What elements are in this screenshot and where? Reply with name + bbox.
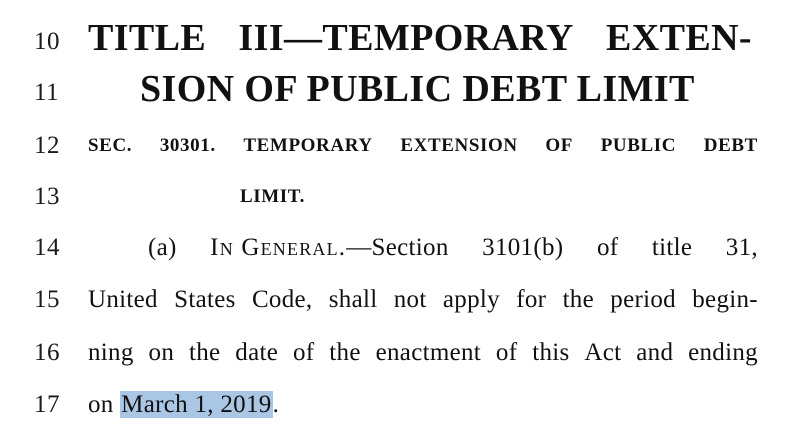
line-number: 12 [34, 132, 60, 159]
period: . [272, 391, 280, 418]
title-word: TITLE [88, 17, 207, 59]
body-word: shall [328, 286, 378, 313]
body-word: on [88, 391, 114, 418]
body-word: enactment [375, 339, 482, 366]
paragraph-a-line-2 [88, 286, 758, 314]
section-word: 30301. [159, 135, 216, 156]
body-word: not [393, 286, 427, 313]
body-word: and [636, 339, 674, 366]
section-word: EXTENSION [400, 135, 518, 156]
highlighted-date[interactable]: March 1, 2019 [121, 391, 272, 418]
paragraph-a-line-1 [148, 234, 758, 262]
body-word: for [516, 286, 547, 313]
body-word: of [495, 339, 518, 366]
body-word: 31, [725, 234, 758, 261]
paragraph-lead: (a) [148, 234, 177, 261]
paragraph-a-line-3 [88, 339, 758, 367]
line-number: 11 [34, 79, 60, 106]
section-heading-line-1 [88, 135, 758, 157]
title-word: III—TEMPORARY [238, 17, 574, 59]
line-number: 17 [34, 391, 60, 418]
body-word: States [174, 286, 236, 313]
body-word: ending [688, 339, 758, 366]
section-word: PUBLIC [600, 135, 677, 156]
body-word: —Section [346, 234, 449, 261]
body-word: title [651, 234, 693, 261]
body-word: of [596, 234, 619, 261]
body-word: United [88, 286, 158, 313]
line-number: 16 [34, 339, 60, 366]
body-word: period [610, 286, 676, 313]
section-heading-line-2: LIMIT. [240, 186, 306, 207]
line-number: 10 [34, 28, 60, 55]
paragraph-a-line-4 [88, 391, 279, 419]
line-number: 15 [34, 286, 60, 313]
paragraph-heading: In General. [210, 234, 347, 261]
body-word: 3101(b) [482, 234, 564, 261]
body-word: this [532, 339, 570, 366]
section-word: DEBT [703, 135, 758, 156]
body-word: date [235, 339, 279, 366]
body-word: on [148, 339, 175, 366]
section-word: SEC. [88, 135, 133, 156]
section-word: TEMPORARY [243, 135, 373, 156]
title-line-2: SION OF PUBLIC DEBT LIMIT [140, 68, 695, 110]
body-word: begin- [692, 286, 758, 313]
title-line-1 [88, 16, 752, 60]
title-word: EXTEN- [606, 17, 752, 59]
section-word: OF [545, 135, 573, 156]
body-word: the [188, 339, 221, 366]
body-word: apply [442, 286, 500, 313]
body-word: Act [584, 339, 622, 366]
body-word: ning [88, 339, 134, 366]
body-word: of [293, 339, 315, 366]
line-number: 14 [34, 234, 60, 261]
line-number: 13 [34, 183, 60, 210]
body-word: Code, [251, 286, 313, 313]
body-word: the [329, 339, 361, 366]
body-word: the [562, 286, 595, 313]
